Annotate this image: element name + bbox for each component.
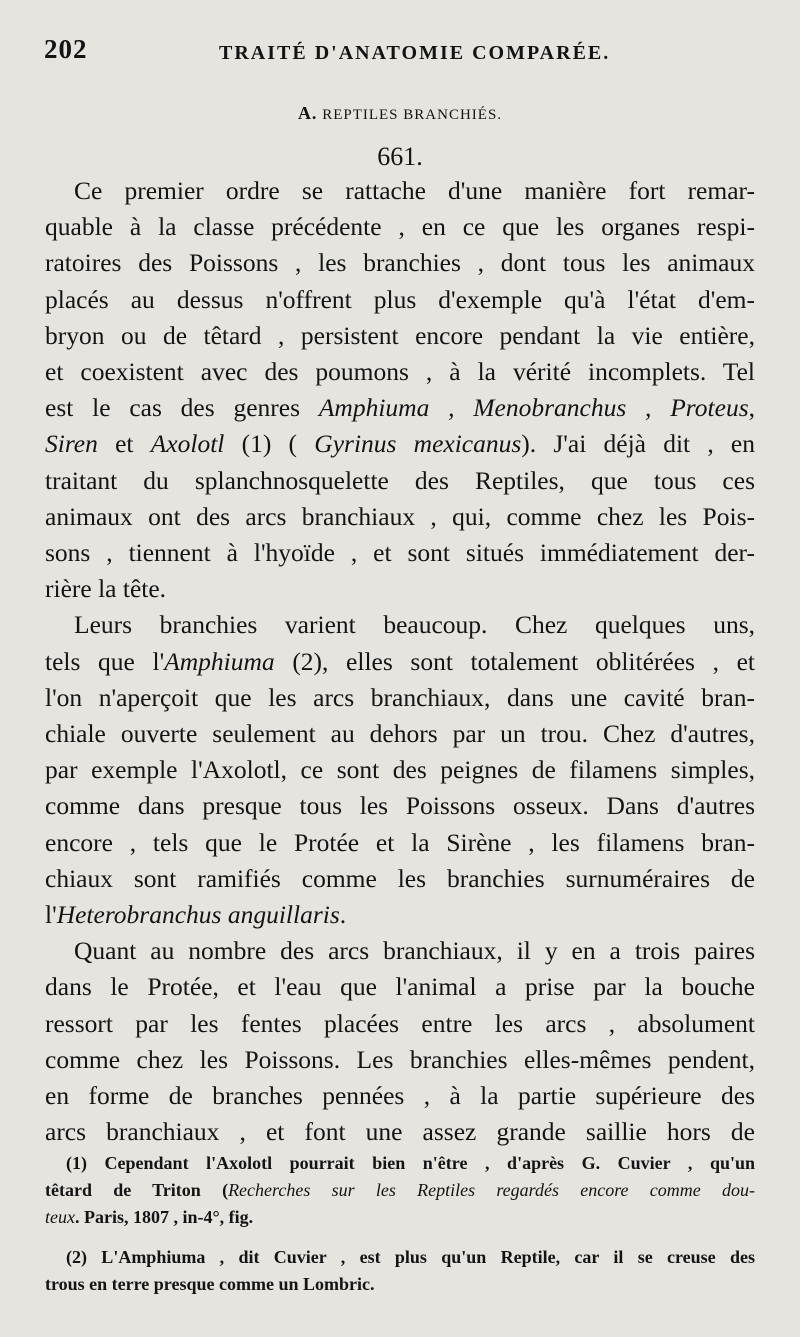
- italic-text: Siren: [45, 429, 98, 459]
- italic-text: Heterobranchus anguillaris: [56, 900, 340, 929]
- text-line: [45, 535, 755, 571]
- text-run: en forme de branches pennées , à la partie supérieure des: [45, 1081, 755, 1110]
- text-line: [45, 1114, 755, 1150]
- text-line: [45, 680, 755, 716]
- page-header: [44, 34, 756, 74]
- text-line: [45, 499, 755, 535]
- section-number: 661.: [377, 142, 423, 171]
- running-title: TRAITÉ D'ANATOMIE COMPARÉE.: [219, 42, 611, 64]
- italic-text: Amphiuma: [164, 646, 275, 676]
- text-line: [45, 861, 755, 897]
- text-line: [45, 897, 755, 933]
- text-run: Leurs branchies varient beaucoup. Chez quelques uns,: [74, 610, 755, 640]
- italic-text: Axolotl: [150, 429, 225, 459]
- text-line: [45, 209, 755, 245]
- text-run: bryon ou de têtard , persistent encore pendant la vie entière,: [45, 320, 755, 350]
- text-run: ressort par les fentes placées entre les arcs , absolument: [45, 1008, 755, 1038]
- text-run: arcs branchiaux , et font une assez grande saillie hors de: [45, 1117, 755, 1147]
- footnote-line: [66, 1150, 755, 1176]
- text-run: chiale ouverte seulement au dehors par un trou. Chez d'autres,: [45, 719, 755, 748]
- text-line: [45, 752, 755, 788]
- section-title-text: REPTILES BRANCHIÉS.: [322, 107, 503, 123]
- text-run: Ce premier ordre se rattache d'une manière fort remar-: [74, 176, 755, 205]
- text-run: comme chez les Poissons. Les branchies elles-mêmes pendent,: [45, 1044, 755, 1074]
- text-line: [74, 607, 755, 643]
- page-number: 202: [44, 34, 88, 64]
- italic-text: Recherches sur les Reptiles regardés encore comme dou-: [228, 1180, 756, 1200]
- text-run: rière la tête.: [45, 574, 167, 604]
- text-run: . Paris, 1807 , in-4°, fig.: [74, 1207, 254, 1227]
- text-run: l': [45, 900, 57, 929]
- text-line: [45, 354, 755, 390]
- text-run: chiaux sont ramifiés comme les branchies surnuméraires de: [45, 863, 755, 893]
- section-letter: A.: [297, 103, 318, 123]
- text-run: et coexistent avec des poumons , à la vérité incomplets. Tel: [45, 357, 755, 386]
- text-line: [45, 1006, 755, 1042]
- text-run: quable à la classe précédente , en ce que les organes respi-: [45, 212, 755, 242]
- text-run: ). J'ai déjà dit , en: [521, 429, 756, 459]
- text-line: [45, 571, 755, 607]
- text-line: [45, 245, 755, 281]
- text-line: [74, 933, 755, 969]
- text-run: (1) Cependant l'Axolotl pourrait bien n'être , d'après G. Cuvier , qu'un: [66, 1153, 755, 1173]
- text-run: et: [97, 429, 151, 459]
- text-line: [45, 463, 755, 499]
- text-line: [45, 716, 755, 752]
- footnote-line: [45, 1204, 755, 1230]
- text-line: [45, 282, 755, 318]
- text-run: (1) (: [224, 429, 315, 459]
- text-run: .: [339, 900, 347, 929]
- footnote-line: [45, 1271, 755, 1297]
- text-run: encore , tels que le Protée et la Sirène , les filamens bran-: [45, 827, 755, 857]
- text-line: [74, 173, 755, 209]
- text-line: [45, 426, 755, 462]
- text-run: par exemple l'Axolotl, ce sont des peignes de filamens simples,: [45, 755, 755, 785]
- text-run: ratoires des Poissons , les branchies , dont tous les animaux: [45, 248, 755, 278]
- text-run: traitant du splanchnosquelette des Reptiles, que tous ces: [45, 465, 755, 495]
- text-line: [45, 390, 755, 426]
- text-run: l'on n'aperçoit que les arcs branchiaux, dans une cavité bran-: [45, 682, 755, 712]
- text-run: est le cas des genres: [45, 393, 319, 423]
- text-run: animaux ont des arcs branchiaux , qui, comme chez les Pois-: [45, 501, 755, 531]
- text-run: comme dans presque tous les Poissons osseux. Dans d'autres: [45, 791, 755, 821]
- footnote-line: [66, 1244, 755, 1270]
- text-run: ,: [748, 393, 755, 423]
- text-line: [45, 644, 755, 680]
- section-title: [0, 103, 800, 124]
- text-run: têtard de Triton (: [45, 1180, 229, 1200]
- footnote-line: [45, 1177, 755, 1203]
- text-run: dans le Protée, et l'eau que l'animal a prise par la bouche: [45, 972, 755, 1002]
- text-run: placés au dessus n'offrent plus d'exemple qu'à l'état d'em-: [45, 284, 755, 314]
- text-run: sons , tiennent à l'hyoïde , et sont situés immédiatement der-: [45, 538, 755, 567]
- text-run: (2), elles sont totalement oblitérées , et: [274, 646, 755, 676]
- italic-text: Amphiuma , Menobranchus , Proteus: [318, 393, 749, 423]
- text-line: [45, 825, 755, 861]
- italic-text: Gyrinus mexicanus: [314, 429, 522, 459]
- text-line: [45, 318, 755, 354]
- text-run: trous en terre presque comme un Lombric.: [45, 1274, 375, 1294]
- italic-text: teux: [45, 1207, 75, 1227]
- text-run: Quant au nombre des arcs branchiaux, il y en a trois paires: [74, 936, 755, 966]
- text-run: (2) L'Amphiuma , dit Cuvier , est plus qu'un Reptile, car il se creuse des: [66, 1247, 755, 1267]
- text-line: [45, 788, 755, 824]
- text-run: tels que l': [45, 646, 165, 676]
- text-line: [45, 1078, 755, 1114]
- text-line: [45, 969, 755, 1005]
- text-line: [45, 1042, 755, 1078]
